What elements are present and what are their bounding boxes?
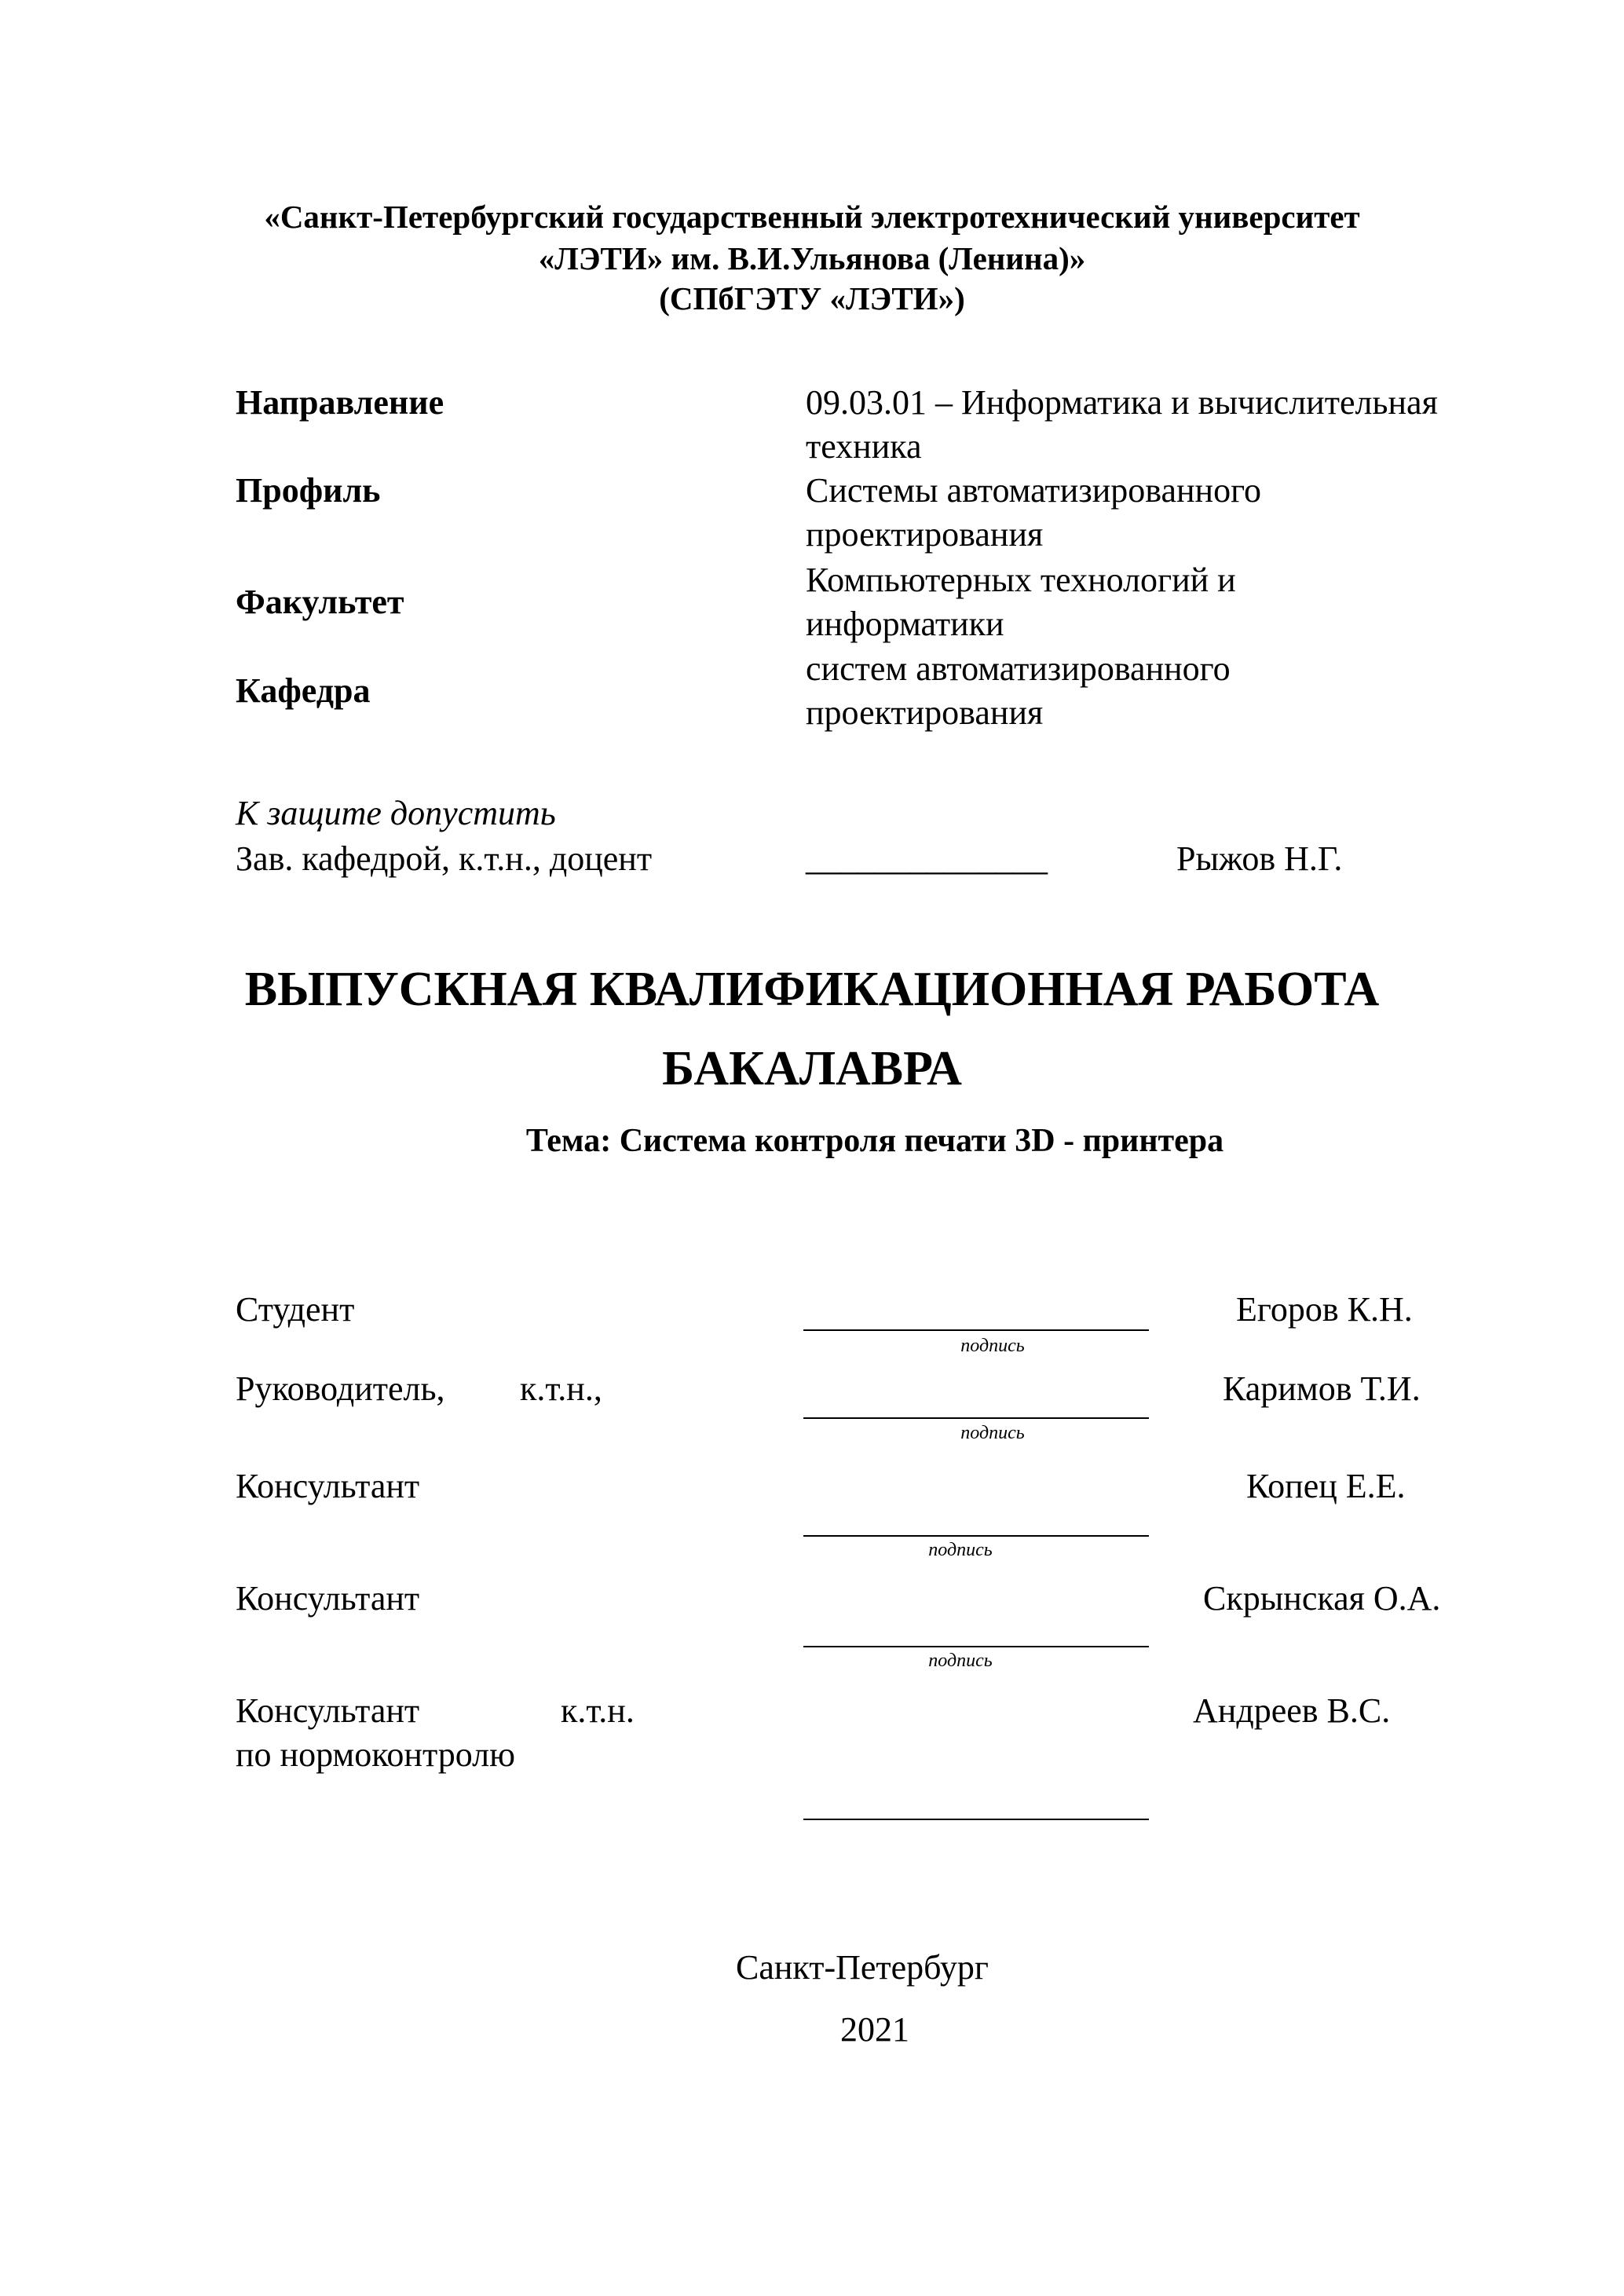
work-topic: Тема: Система контроля печати 3D - принтера	[525, 1123, 1224, 1159]
info-label-department: Кафедра	[236, 671, 371, 710]
signatory-name: Егоров К.Н.	[1236, 1290, 1413, 1329]
university-name-line2: «ЛЭТИ» им. В.И.Ульянова (Ленина)»	[538, 240, 1086, 276]
approval-signature-blank: ______________	[806, 839, 1048, 878]
signature-line	[803, 1417, 1149, 1419]
signature-caption: подпись	[928, 1651, 993, 1671]
approval-role: Зав. кафедрой, к.т.н., доцент	[236, 839, 653, 878]
info-value-department: систем автоматизированного	[806, 649, 1231, 688]
approval-name: Рыжов Н.Г.	[1176, 839, 1343, 878]
info-value-profile-cont: проектирования	[806, 515, 1044, 554]
signatory-name: Андреев В.С.	[1193, 1691, 1391, 1730]
university-abbreviation: (СПбГЭТУ «ЛЭТИ»)	[659, 280, 965, 316]
signatory-role: Консультант	[236, 1691, 420, 1730]
work-title-line2: БАКАЛАВРА	[662, 1042, 962, 1095]
info-value-department-cont: проектирования	[806, 693, 1044, 732]
info-value-faculty-cont: информатики	[806, 605, 1004, 643]
footer-city: Санкт-Петербург	[736, 1948, 989, 1987]
work-title-line1: ВЫПУСКНАЯ КВАЛИФИКАЦИОННАЯ РАБОТА	[244, 963, 1380, 1016]
footer-year: 2021	[840, 2010, 909, 2049]
signature-caption: подпись	[960, 1336, 1025, 1356]
info-label-profile: Профиль	[236, 471, 381, 510]
signatory-role: Студент	[236, 1290, 355, 1329]
signature-line	[803, 1819, 1149, 1820]
approval-note: К защите допустить	[236, 794, 556, 832]
info-label-direction: Направление	[236, 383, 444, 422]
signatory-name: Скрынская О.А.	[1203, 1579, 1441, 1618]
info-value-direction-cont: техника	[806, 427, 922, 466]
signatory-role: Консультант	[236, 1467, 420, 1505]
signatory-name: Копец Е.Е.	[1246, 1467, 1406, 1505]
signature-caption: подпись	[960, 1423, 1025, 1443]
signature-line	[803, 1329, 1149, 1331]
signatory-degree: к.т.н.	[561, 1691, 635, 1730]
signature-line	[803, 1646, 1149, 1647]
info-value-profile: Системы автоматизированного	[806, 471, 1262, 510]
signatory-role: Руководитель,	[236, 1369, 445, 1408]
signature-caption: подпись	[928, 1540, 993, 1560]
signatory-degree: к.т.н.,	[520, 1369, 602, 1408]
signature-line	[803, 1535, 1149, 1537]
signatory-role: Консультант	[236, 1579, 420, 1618]
info-value-direction: 09.03.01 – Информатика и вычислительная	[806, 383, 1438, 422]
university-name-line1: «Санкт-Петербургский государственный электротехнический университет	[264, 199, 1360, 235]
signatory-name: Каримов Т.И.	[1223, 1369, 1421, 1408]
info-label-faculty: Факультет	[236, 583, 404, 621]
info-value-faculty: Компьютерных технологий и	[806, 561, 1236, 599]
signatory-role-cont: по нормоконтролю	[236, 1735, 515, 1774]
